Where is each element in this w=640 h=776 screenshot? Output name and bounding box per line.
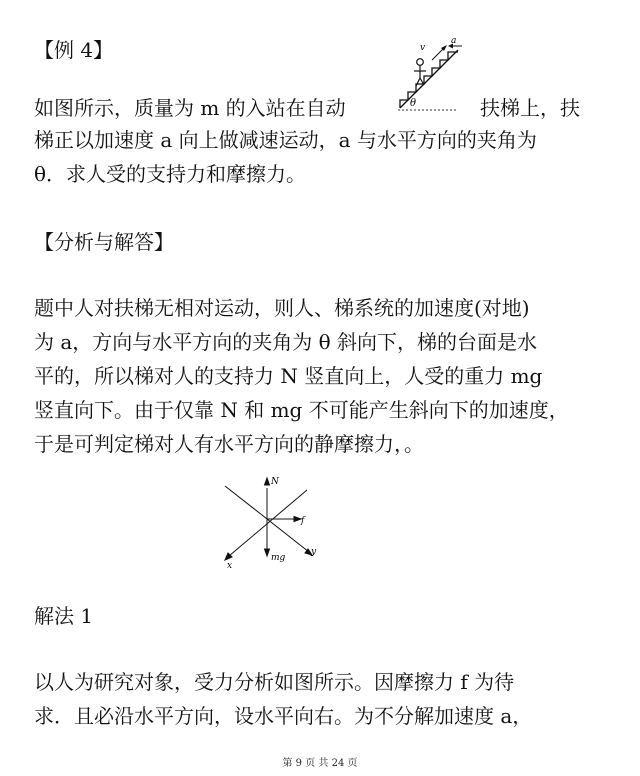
friction-arrowhead — [294, 517, 301, 522]
angle-label: θ — [410, 98, 417, 109]
incline-line — [400, 50, 458, 108]
problem-line-1a: 如图所示，质量为 m 的入站在自动 — [34, 96, 346, 120]
normal-arrowhead — [265, 478, 270, 485]
velocity-label: v — [420, 43, 426, 53]
problem-line-1b: 扶梯上，扶 — [480, 96, 580, 120]
problem-line-2: 梯正以加速度 a 向上做减速运动，a 与水平方向的夹角为 — [34, 128, 537, 152]
y-axis-label: y — [311, 547, 317, 557]
analysis-line-5: 于是可判定梯对人有水平方向的静摩擦力，。 — [34, 432, 424, 456]
analysis-line-1: 题中人对扶梯无相对运动，则人、梯系统的加速度(对地) — [34, 296, 530, 320]
x-axis-label: x — [227, 561, 233, 571]
escalator-figure — [396, 38, 472, 118]
force-diagram — [215, 468, 325, 572]
page-footer: 第 9 页 共 24 页 — [282, 758, 358, 769]
weight-arrowhead — [265, 549, 270, 556]
analysis-line-4: 竖直向下。由于仅靠 N 和 mg 不可能产生斜向下的加速度， — [34, 398, 569, 422]
analysis-line-3: 平的，所以梯对人的支持力 N 竖直向上，人受的重力 mg — [34, 364, 543, 388]
x-axis-line — [229, 490, 307, 556]
problem-line-3: θ．求人受的支持力和摩擦力。 — [34, 162, 307, 186]
example-heading: 【例 4】 — [34, 38, 114, 62]
analysis-heading: 【分析与解答】 — [34, 230, 174, 254]
method-line-2: 求．且必沿水平方向，设水平向右。为不分解加速度 a， — [34, 704, 533, 728]
analysis-line-2: 为 a，方向与水平方向的夹角为 θ 斜向下，梯的台面是水 — [34, 330, 538, 354]
weight-label: mg — [271, 553, 286, 563]
method-line-1: 以人为研究对象，受力分析如图所示。因摩擦力 f 为待 — [34, 670, 515, 694]
acceleration-label: a — [451, 38, 457, 46]
method-heading: 解法 1 — [34, 604, 94, 628]
normal-label: N — [271, 477, 279, 487]
friction-label: f — [301, 516, 305, 526]
